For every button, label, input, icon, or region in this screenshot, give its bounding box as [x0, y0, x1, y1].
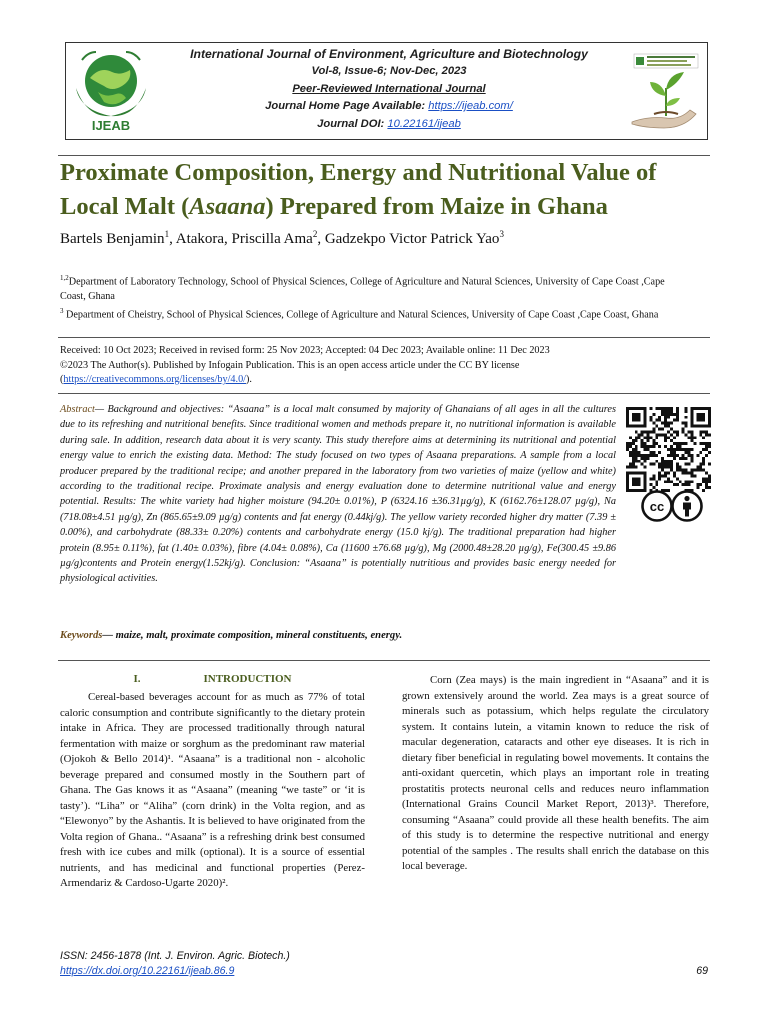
- article-title: [60, 156, 710, 224]
- homepage-link[interactable]: https://ijeab.com/: [428, 100, 513, 112]
- doi-label: Journal DOI:: [317, 117, 388, 130]
- author-sep: ,: [317, 231, 325, 247]
- peer-reviewed-label: Peer-Reviewed International Journal: [292, 82, 486, 95]
- author-sep: ,: [169, 231, 176, 247]
- abstract-label: Abstract: [60, 404, 95, 415]
- journal-info: [158, 43, 620, 133]
- affiliation-text: Department of Cheistry, School of Physical Sciences, College of Agriculture and Natural Sciences, University of Cape Coast ,Cape Coast, Ghana: [63, 309, 659, 321]
- journal-doi-link[interactable]: 10.22161/ijeab: [387, 117, 461, 130]
- article-doi-link[interactable]: https://dx.doi.org/10.22161/ijeab.86.9: [60, 965, 235, 977]
- cc-by-icon: [640, 489, 704, 523]
- author-name: Atakora, Priscilla Ama: [175, 231, 313, 247]
- homepage-label: Journal Home Page Available:: [265, 100, 429, 112]
- license-close: ).: [246, 374, 252, 385]
- issn-line: ISSN: 2456-1878 (Int. J. Environ. Agric. Biotech.): [60, 950, 290, 962]
- affiliation-rule: [58, 337, 710, 338]
- keywords-label: Keywords: [60, 630, 103, 641]
- intro-paragraph: Cereal-based beverages account for as much as 77% of total caloric consumption and contribute significantly to the dietary protein intake in Africa. They are processed traditionally through natural fermentation with maize or sorghum as the predominant raw material (Ojokoh & Bello 2014)¹. “Asaana” is a traditional non - alcoholic beverage prepared and consumed mostly in the Southern part of Ghana. The Gas knows it as “Asaana” (meaning “we taste” or ‘it is tasty’). “Liha” or “Aliha” (corn drink) in the Volta region, and as “Elewonyo” by the Ashantis. It is believed to have originated from the Volta region of Ghana.. “Asaana” is a refreshing drink best consumed fresh with ice cubes and milk (optional). It is a source of essential nutrients, and has medicinal and functional properties (Perez-Armendariz & Cardoso-Ugarte 2020)².: [60, 691, 365, 889]
- journal-cover-icon: [624, 48, 706, 136]
- affiliation-sup: 3: [60, 307, 64, 316]
- page-footer: [60, 949, 710, 979]
- author-sup: 1: [164, 229, 170, 239]
- ijeab-logo-text: IJEAB: [91, 118, 131, 133]
- qr-code-icon[interactable]: [626, 407, 711, 492]
- journal-title: International Journal of Environment, Agriculture and Biotechnology: [190, 47, 588, 61]
- article-dates: [60, 344, 700, 388]
- right-column: [402, 673, 709, 875]
- license-line: [60, 373, 700, 388]
- section-number: I.: [133, 673, 141, 685]
- date-history: Received: 10 Oct 2023; Received in revised form: 25 Nov 2023; Accepted: 04 Dec 2023; Available online: 11 Dec 2023: [60, 345, 550, 356]
- copyright-line: ©2023 The Author(s). Published by Infogain Publication. This is an open access article under the CC BY license: [60, 359, 520, 371]
- license-link[interactable]: https://creativecommons.org/licenses/by/4.0/: [63, 374, 246, 385]
- author-name: Bartels Benjamin: [60, 231, 165, 247]
- homepage-line: [158, 98, 620, 116]
- abstract: [60, 402, 616, 587]
- affiliation: [60, 271, 690, 304]
- page-number: 69: [696, 965, 708, 977]
- abstract-rule: [58, 660, 710, 661]
- affiliation: [60, 304, 690, 322]
- affiliation-text: Department of Laboratory Technology, School of Physical Sciences, College of Agriculture and Natural Sciences, University of Cape Coast ,Cape Coast, Ghana: [60, 276, 665, 303]
- affiliation-sup: 1,2: [60, 274, 69, 282]
- doi-line: [158, 116, 620, 134]
- dates-rule: [58, 393, 710, 394]
- intro-paragraph: Corn (Zea mays) is the main ingredient in “Asaana” and it is grown extensively around the world. Zea mays is a great source of minerals such as potassium, which helps regulate the circulatory system. It contains lutein, a vitamin known to reduce the risk of macular degeneration, cataracts and other eye diseases. It is rich in dietary fiber beneficial in regulating bowel movements. It contains the anti-oxidant quercetin, which plays an important role in treating prostatitis protects neuronal cells and reduces neuro inflammation (International Grains Council Market Report, 2013)³. Therefore, consuming “Asaana” could provide all these health benefits. The aim of this study is to determine the respective nutritional and energy potential of the samples . The results shall enrich the database on this local beverage.: [402, 674, 709, 872]
- left-column: [60, 690, 365, 892]
- author-name: Gadzekpo Victor Patrick Yao: [324, 231, 500, 247]
- title-line-2: [60, 190, 710, 224]
- title-line-2b: ) Prepared from Maize in Ghana: [265, 193, 608, 220]
- title-line-1: Proximate Composition, Energy and Nutritional Value of: [60, 159, 657, 186]
- license-open: (: [60, 374, 64, 385]
- section-title: INTRODUCTION: [203, 673, 292, 685]
- ijeab-logo-icon: [68, 48, 154, 136]
- keywords-text: — maize, malt, proximate composition, mineral constituents, energy.: [102, 630, 403, 641]
- section-heading: [60, 673, 365, 685]
- abstract-text: Background and objectives: “Asaana” is a local malt consumed by majority of Ghanaians of all ages in all the cultures due to its refreshing and nutritional benefits. Since traditional women and methods prepare it, no nutritional information is available during sale. In addition, research data about it is very scanty. This study therefore aims at determining its nutritional and potential energy value to enrich the existing data. Method: The study focused on two types of Asaana preparations. A sample from a local producer prepared by the traditional recipe; and another prepared in the laboratory from two varieties of maize (yellow and white) according to the traditional recipe. Proximate analysis and energy evaluation done to determine nutritional value and energy potential. Results: The white variety had higher moisture (94.20± 0.01%), P (6324.16 ±36.31µg/g), K (6162.76±128.07 µg/g), Na (718.08±4.51 µg/g), Zn (865.65±9.09 µg/g) contents and fat energy (0.44kj/g). The yellow variety recorded higher dry matter (7.39 ± 0.00%), and carbohydrate (88.33± 0.20%) contents and carbohydrate energy (15.0 kj/g). The traditional preparation had higher protein (8.95± 0.11%), fat (1.40± 0.03%), fibre (4.04± 0.08%), Ca (11600 ±76.68 µg/g), Mg (2000.48±28.20 µg/g), Fe(300.45 ±9.86 µg/g)contents and Protein energy(1.52kj/g). Conclusion: “Asaana” is potentially nutritious and provides basic energy needed for physiological activities.: [60, 404, 616, 585]
- journal-header: [65, 42, 708, 140]
- keywords: [60, 630, 620, 641]
- affiliations: [60, 271, 690, 323]
- author-sup: 3: [499, 229, 504, 239]
- author-sup: 2: [312, 229, 318, 239]
- svg-text:cc: cc: [649, 499, 665, 514]
- journal-volume: Vol-8, Issue-6; Nov-Dec, 2023: [311, 65, 467, 77]
- abstract-dash: —: [94, 404, 108, 415]
- title-italic: Asaana: [189, 193, 266, 220]
- title-line-2a: Local Malt (: [60, 193, 190, 220]
- author-list: [60, 229, 700, 248]
